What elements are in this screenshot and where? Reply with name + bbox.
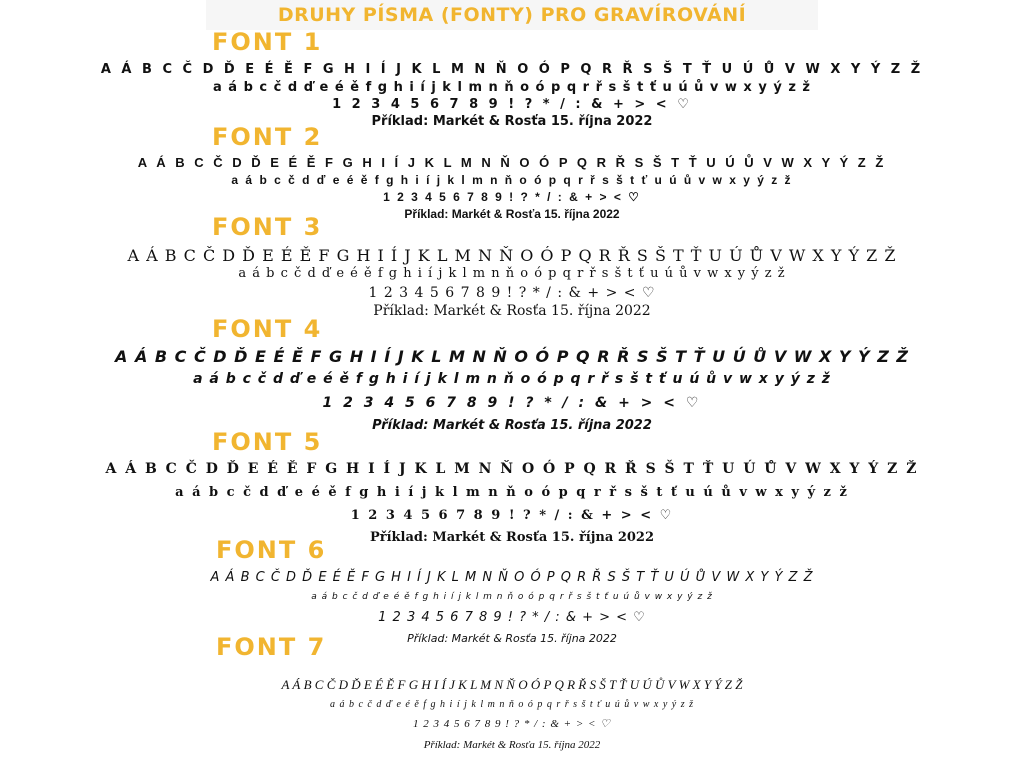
font-5-label: FONT 5 bbox=[212, 428, 323, 456]
font-3-uppercase: A Á B C Č D Ď E É Ě F G H I Í J K L M N Ň O Ó P Q R Ř S Š T Ť U Ú Ů V W X Y Ý Z Ž bbox=[127, 246, 897, 265]
font-7-label: FONT 7 bbox=[216, 633, 327, 661]
font-7-symbols: 1 2 3 4 5 6 7 8 9 ! ? * / : & + > < ♡ bbox=[412, 718, 612, 730]
font-6-example: Příklad: Markét & Rosťa 15. října 2022 bbox=[407, 632, 617, 645]
font-1-symbols: 1 2 3 4 5 6 7 8 9 ! ? * / : & + > < ♡ bbox=[332, 97, 692, 112]
font-2-example: Příklad: Markét & Rosťa 15. října 2022 bbox=[404, 207, 620, 221]
font-4-lowercase: a á b c č d ď e é ě f g h i í j k l m n ň o ó p q r ř s š t ť u ú ů v w x y ý z ž bbox=[193, 371, 831, 387]
font-5-symbols: 1 2 3 4 5 6 7 8 9 ! ? * / : & + > < ♡ bbox=[350, 508, 674, 523]
font-1-example: Příklad: Markét & Rosťa 15. října 2022 bbox=[371, 114, 653, 129]
font-2-symbols: 1 2 3 4 5 6 7 8 9 ! ? * / : & + > < ♡ bbox=[383, 190, 641, 204]
font-5-example: Příklad: Markét & Rosťa 15. října 2022 bbox=[369, 530, 655, 545]
font-5-uppercase: A Á B C Č D Ď E É Ě F G H I Í J K L M N Ň O Ó P Q R Ř S Š T Ť U Ú Ů V W X Y Ý Z Ž bbox=[105, 461, 919, 477]
font-4-example: Příklad: Markét & Rosťa 15. října 2022 bbox=[372, 418, 652, 433]
font-5-lowercase: a á b c č d ď e é ě f g h i í j k l m n ň o ó p q r ř s š t ť u ú ů v w x y ý z ž bbox=[175, 485, 849, 500]
font-6-symbols: 1 2 3 4 5 6 7 8 9 ! ? * / : & + > < ♡ bbox=[378, 610, 646, 625]
font-1-uppercase: A Á B C Č D Ď E É Ě F G H I Í J K L M N Ň O Ó P Q R Ř S Š T Ť U Ú Ů V W X Y Ý Z Ž bbox=[100, 62, 924, 77]
font-3-example: Příklad: Markét & Rosťa 15. října 2022 bbox=[373, 303, 651, 319]
font-1-lowercase: a á b c č d ď e é ě f g h i í j k l m n ň o ó p q r ř s š t ť u ú ů v w x y ý z ž bbox=[212, 80, 812, 95]
font-1-label: FONT 1 bbox=[212, 28, 323, 56]
font-4-uppercase: A Á B C Č D Ď E É Ě F G H I Í J K L M N Ň O Ó P Q R Ř S Š T Ť U Ú Ů V W X Y Ý Z Ž bbox=[115, 347, 909, 366]
font-3-label: FONT 3 bbox=[212, 213, 323, 241]
font-7-example: Příklad: Markét & Rosťa 15. října 2022 bbox=[423, 739, 601, 751]
font-2-label: FONT 2 bbox=[212, 123, 323, 151]
font-2-lowercase: a á b c č d ď e é ě f g h i í j k l m n ň o ó p q r ř s š t ť u ú ů v w x y ý z ž bbox=[231, 173, 793, 187]
font-7-lowercase: a á b c č d ď e é ě f g h i í j k l m n ň o ó p q r ř s š t ť u ú ů v w x y ý z ž bbox=[329, 699, 695, 710]
font-6-label: FONT 6 bbox=[216, 536, 327, 564]
page-title: DRUHY PÍSMA (FONTY) PRO GRAVÍROVÁNÍ bbox=[277, 4, 747, 26]
font-3-symbols: 1 2 3 4 5 6 7 8 9 ! ? * / : & + > < ♡ bbox=[368, 285, 656, 301]
font-4-symbols: 1 2 3 4 5 6 7 8 9 ! ? * / : & + > < ♡ bbox=[322, 395, 702, 411]
font-6-lowercase: a á b c č d ď e é ě f g h i í j k l m n ň o ó p q r ř s š t ť u ú ů v w x y ý z ž bbox=[311, 592, 713, 602]
font-4-label: FONT 4 bbox=[212, 315, 323, 343]
font-3-lowercase: a á b c č d ď e é ě f g h i í j k l m n ň o ó p q r ř s š t ť u ú ů v w x y ý z ž bbox=[238, 266, 786, 281]
font-6-uppercase: A Á B C Č D Ď E É Ě F G H I Í J K L M N Ň O Ó P Q R Ř S Š T Ť U Ú Ů V W X Y Ý Z Ž bbox=[210, 570, 814, 585]
font-7-uppercase: A Á B C Č D Ď E É Ě F G H I Í J K L M N Ň O Ó P Q R Ř S Š T Ť U Ú Ů V W X Y Ý Z Ž bbox=[281, 677, 743, 692]
font-2-uppercase: A Á B C Č D Ď E É Ě F G H I Í J K L M N Ň O Ó P Q R Ř S Š T Ť U Ú Ů V W X Y Ý Z Ž bbox=[137, 155, 887, 170]
